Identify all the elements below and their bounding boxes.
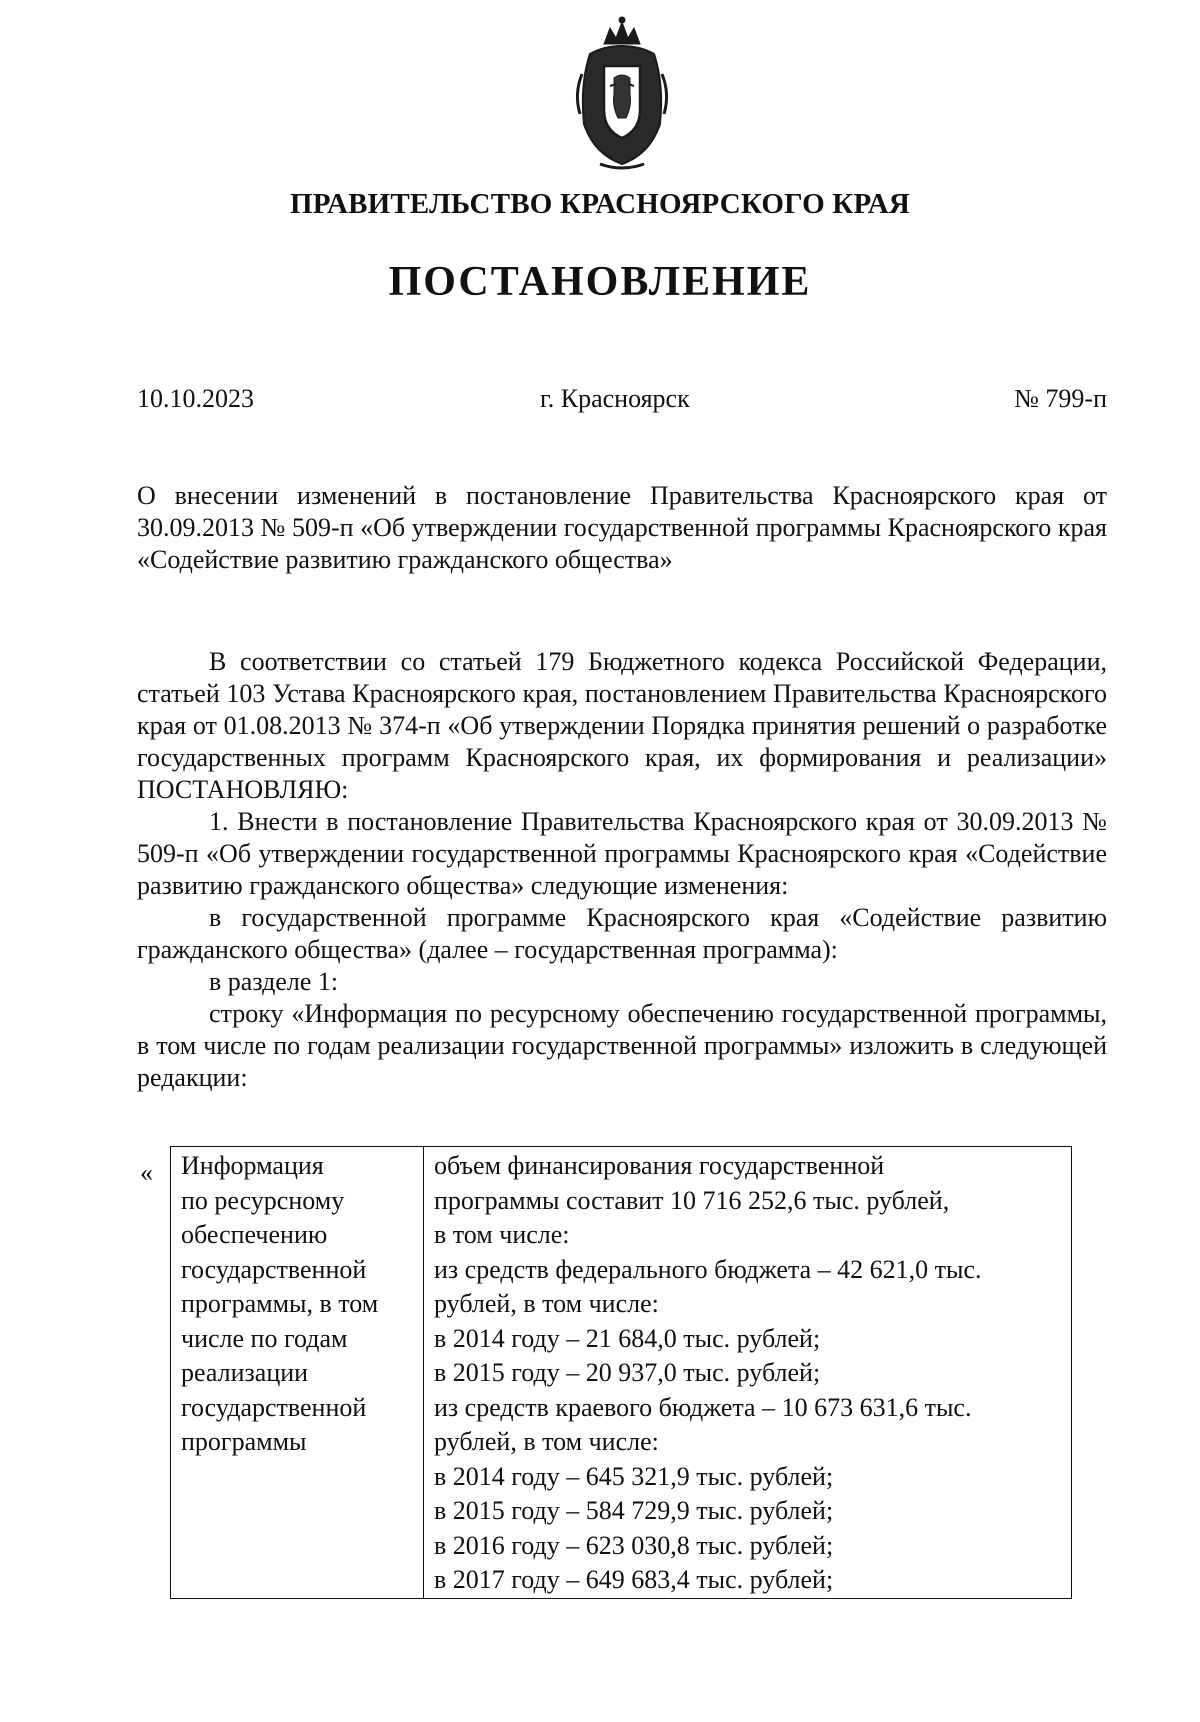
label-line: числе по годам (181, 1323, 348, 1353)
opening-quote: « (140, 1158, 153, 1187)
label-line: реализации (181, 1358, 309, 1387)
coat-of-arms-emblem (570, 14, 674, 170)
value-line: в 2014 году – 21 684,0 тыс. рублей; (434, 1323, 821, 1353)
resolution-item-1: 1. Внести в постановление Правительства Красноярского края от 30.09.2013 № 509-п «Об утверждении государственной программы Красноярского края «Содействие развитию гражданского общества» следующие изменения: (137, 807, 1107, 900)
value-line: в 2014 году – 645 321,9 тыс. рублей; (434, 1461, 834, 1491)
value-cell (424, 1147, 1072, 1599)
row-paragraph: строку «Информация по ресурсному обеспечению государственной программы, в том числе по годам реализации государственной программы» изложить в следующей редакции: (137, 999, 1107, 1092)
government-title: ПРАВИТЕЛЬСТВО КРАСНОЯРСКОГО КРАЯ (289, 188, 911, 220)
label-line: программы (181, 1427, 307, 1456)
document-subject: О внесении изменений в постановление Правительства Красноярского края от 30.09.2013 № 509-п «Об утверждении государственной программы Красноярского края «Содействие развитию гражданского общества» (137, 481, 1107, 574)
label-line: программы, в том (181, 1289, 379, 1318)
value-line: рублей, в том числе: (434, 1427, 659, 1456)
preamble-paragraph: В соответствии со статьей 179 Бюджетного кодекса Российской Федерации, статьей 103 Устава Красноярского края, постановлением Правительства Красноярского края от 01.08.2013 № 374-п «Об утверждении Порядка принятия решений о разработке государственных программ Красноярского края, их формирования и реализации» ПОСТАНОВЛЯЮ: (137, 647, 1107, 804)
value-line: объем финансирования государственной (434, 1151, 885, 1180)
document-body (137, 646, 1107, 1094)
label-line: по ресурсному (181, 1185, 345, 1215)
value-line: рублей, в том числе: (434, 1289, 659, 1318)
label-line: Информация (181, 1151, 324, 1180)
document-city: г. Красноярск (540, 384, 690, 413)
document-type: ПОСТАНОВЛЕНИЕ (388, 259, 812, 305)
label-line: государственной (181, 1254, 367, 1284)
value-line: в 2017 году – 649 683,4 тыс. рублей; (434, 1565, 834, 1594)
value-line: в 2015 году – 20 937,0 тыс. рублей; (434, 1358, 821, 1387)
program-paragraph: в государственной программе Красноярского края «Содействие развитию гражданского общества» (далее – государственная программа): (137, 903, 1107, 964)
section-paragraph: в разделе 1: (209, 967, 339, 996)
value-line: в 2015 году – 584 729,9 тыс. рублей; (434, 1496, 834, 1525)
label-cell (171, 1147, 424, 1599)
value-line: из средств федерального бюджета – 42 621,0 тыс. (434, 1254, 982, 1284)
table-row (171, 1147, 1072, 1599)
label-line: обеспечению (181, 1220, 328, 1249)
value-line: из средств краевого бюджета – 10 673 631,6 тыс. (434, 1392, 972, 1422)
label-line: государственной (181, 1392, 367, 1422)
value-line: в том числе: (434, 1220, 570, 1249)
document-date: 10.10.2023 (137, 384, 254, 413)
resource-info-table (170, 1146, 1072, 1599)
value-line: программы составит 10 716 252,6 тыс. рублей, (434, 1185, 950, 1215)
document-number: № 799-п (1014, 384, 1107, 413)
value-line: в 2016 году – 623 030,8 тыс. рублей; (434, 1530, 834, 1560)
